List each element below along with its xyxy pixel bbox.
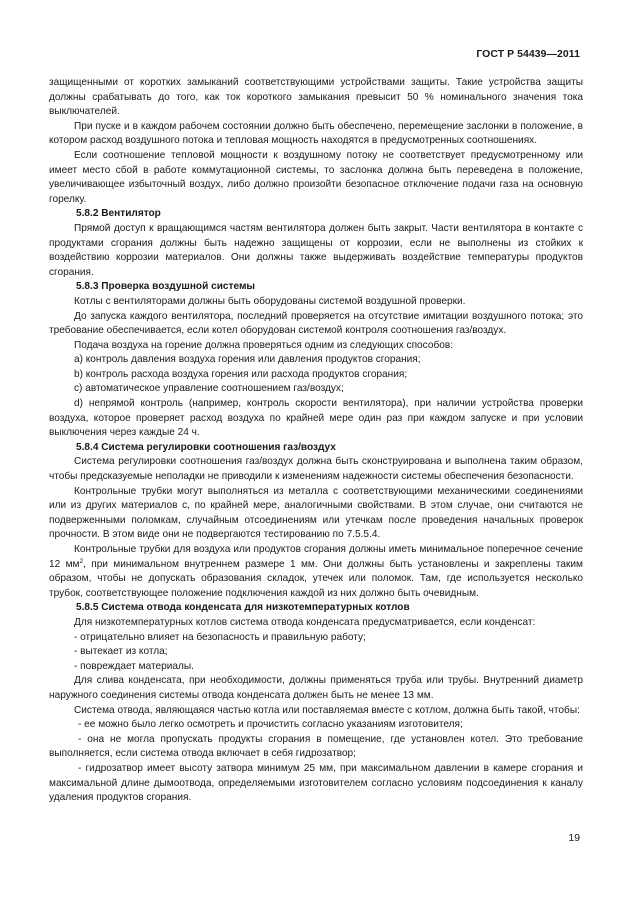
section-heading-5-8-5: 5.8.5 Система отвода конденсата для низкотемпературных котлов	[76, 602, 410, 614]
list-item: c) автоматическое управление соотношением газ/воздух;	[74, 383, 344, 395]
paragraph: Система регулировки соотношения газ/воздух должна быть сконструирована и выполнена таким образом, чтобы предсказуемые неполадки не приводили к изменениям надежности системы обеспечения безопасности.	[49, 456, 583, 483]
paragraph: защищенными от коротких замыканий соответствующими устройствами защиты. Такие устройства защиты должны срабатывать до того, как ток короткого замыкания превысит 50 % номинального значения тока выключателей.	[49, 77, 583, 118]
paragraph: Контрольные трубки могут выполняться из металла с соответствующими механическими соединениями или из других материалов с, по крайней мере, аналогичными свойствами. В этом случае, они считаются не подверженными поломкам, случайным отсоединениям или утечкам после проведения начальных проверок прочности. В этом виде они не подвергаются тестированию по 7.5.5.4.	[49, 485, 583, 541]
paragraph: Котлы с вентиляторами должны быть оборудованы системой воздушной проверки.	[74, 295, 466, 307]
text-span: Контрольные трубки для воздуха или продуктов сгорания должны иметь минимальное поперечное сечение 12 мм	[49, 544, 583, 570]
list-item: b) контроль расхода воздуха горения или расхода продуктов сгорания;	[74, 368, 408, 380]
section-heading-5-8-2: 5.8.2 Вентилятор	[76, 208, 161, 220]
document-body	[49, 76, 583, 806]
paragraph: Прямой доступ к вращающимся частям вентилятора должен быть закрыт. Части вентилятора в контакте с продуктами сгорания должны быть надежно защищены от коррозии, если не выполнены из стойких к воздействию коррозии материалов. Они должны также выдерживать воздействие температуры продуктов сгорания.	[49, 222, 583, 278]
superscript: 2	[79, 557, 84, 565]
section-heading-5-8-4: 5.8.4 Система регулировки соотношения газ/воздух	[76, 441, 336, 453]
list-item: - повреждает материалы.	[74, 660, 194, 672]
list-item: - ее можно было легко осмотреть и прочистить согласно указаниям изготовителя;	[78, 719, 463, 731]
list-item: a) контроль давления воздуха горения или давления продуктов сгорания;	[74, 354, 421, 366]
paragraph: Для слива конденсата, при необходимости, должны применяться труба или трубы. Внутренний диаметр наружного соединения системы отвода конденсата должен быть не менее 13 мм.	[49, 675, 583, 701]
paragraph: Если соотношение тепловой мощности к воздушному потоку не соответствует предусмотренному или имеет место сбой в работе коммутационной системы, то заслонка должна быть переведена в положение, увеличивающее избыточный воздух, либо должно произойти безопасное отключение подачи газа на основную горелку.	[49, 149, 583, 205]
paragraph: До запуска каждого вентилятора, последний проверяется на отсутствие имитации воздушного потока; это требование обеспечивается, если котел оборудован системой контроля соотношения газ/воздух.	[49, 310, 583, 337]
list-item: d) непрямой контроль (например, контроль скорости вентилятора), при наличии устройства проверки воздуха, которое проверяет расход воздуха по крайней мере один раз при каждом запуске и при условии выключения через каждые 24 ч.	[49, 398, 583, 439]
paragraph	[49, 543, 583, 601]
document-header: ГОСТ Р 54439—2011	[476, 49, 580, 60]
list-item: - отрицательно влияет на безопасность и правильную работу;	[74, 631, 366, 643]
text-span: , при минимальном внутреннем размере 1 мм. Они должны быть установлены и закреплены таким образом, чтобы не допускать образования складок, утечек или поломок. Там, где используется несколько трубок, соответствующее положение подключения каждой из них должно быть очевидным.	[49, 558, 583, 599]
list-item: - гидрозатвор имеет высоту затвора минимум 25 мм, при максимальном давлении в камере сгорания и максимальной длине дымоотвода, определяемыми изготовителем согласно условиям подсоединения к каналу удаления продуктов сгорания.	[49, 762, 583, 804]
paragraph: Система отвода, являющаяся частью котла или поставляемая вместе с котлом, должна быть такой, чтобы:	[74, 704, 580, 716]
page-number: 19	[568, 833, 580, 844]
paragraph: Для низкотемпературных котлов система отвода конденсата предусматривается, если конденсат:	[74, 616, 536, 628]
paragraph: При пуске и в каждом рабочем состоянии должно быть обеспечено, перемещение заслонки в положение, в котором расход воздушного потока и тепловая мощность находятся в предусмотренных соотношениях.	[49, 120, 583, 147]
list-item: - вытекает из котла;	[74, 646, 168, 658]
list-item: - она не могла пропускать продукты сгорания в помещение, где установлен котел. Это требование выполняется, если система отвода включает в себя гидрозатвор;	[49, 733, 583, 760]
paragraph: Подача воздуха на горение должна проверяться одним из следующих способов:	[74, 339, 454, 351]
section-heading-5-8-3: 5.8.3 Проверка воздушной системы	[76, 281, 256, 293]
